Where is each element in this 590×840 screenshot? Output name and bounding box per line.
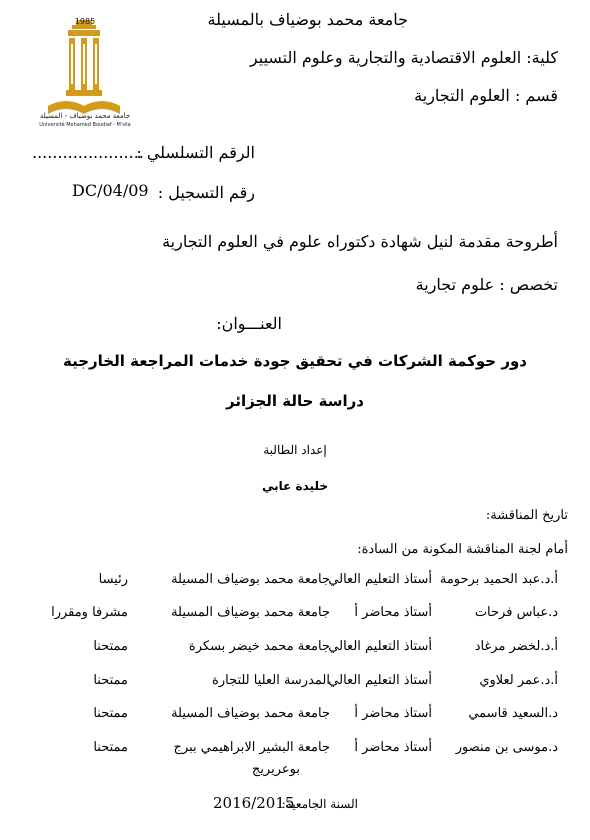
member-rank: أستاذ التعليم العالي	[328, 639, 432, 654]
committee-row	[0, 639, 590, 661]
committee-row	[0, 706, 590, 728]
member-role: مشرفا ومقررا	[51, 605, 128, 620]
faculty-name: كلية: العلوم الاقتصادية والتجارية وعلوم التسيير	[249, 48, 558, 67]
member-institution: جامعة البشير الابراهيمي ببرج	[173, 740, 330, 755]
member-rank: أستاذ محاضر أ	[354, 740, 432, 755]
member-institution: جامعة محمد بوضياف المسيلة	[171, 706, 330, 721]
member-institution-continued: بوعريريج	[251, 762, 300, 777]
member-name: د.موسى بن منصور	[455, 740, 558, 755]
member-rank: أستاذ التعليم العالي	[328, 572, 432, 587]
committee-label: أمام لجنة المناقشة المكونة من السادة:	[357, 542, 568, 557]
member-name: أ.د.عبد الحميد برحومة	[439, 572, 558, 587]
member-institution: جامعة محمد خيضر بسكرة	[188, 639, 330, 654]
university-name: جامعة محمد بوضياف بالمسيلة	[207, 10, 408, 29]
member-institution: جامعة محمد بوضياف المسيلة	[171, 572, 330, 587]
member-role: ممتحنا	[93, 740, 128, 755]
specialty: تخصص : علوم تجارية	[415, 275, 558, 294]
logo-name-fr: Université Mohamed Boudiaf - M'sila	[39, 122, 131, 128]
member-institution: جامعة محمد بوضياف المسيلة	[171, 605, 330, 620]
member-name: د.السعيد قاسمي	[468, 706, 558, 721]
registration-number-label: رقم التسجيل :	[157, 183, 255, 202]
defense-date-label: تاريخ المناقشة:	[485, 508, 568, 523]
member-name: د.عباس فرحات	[474, 605, 558, 620]
member-name: أ.د.لخضر مرغاد	[474, 639, 558, 654]
member-rank: أستاذ محاضر أ	[354, 605, 432, 620]
academic-year-label: السنة الجامعية:	[281, 797, 358, 811]
serial-number-label: الرقم التسلسلي :	[136, 143, 255, 162]
committee-row	[0, 572, 590, 594]
prepared-by-label: إعداد الطالبة	[263, 443, 327, 457]
title-label: العنـــوان:	[216, 314, 282, 333]
thesis-subtitle: دراسة حالة الجزائر	[226, 392, 364, 410]
member-role: ممتحنا	[93, 706, 128, 721]
student-name: خليدة عابي	[262, 479, 328, 493]
registration-number-value: DC/04/09	[72, 181, 149, 200]
member-rank: أستاذ التعليم العالي	[328, 673, 432, 688]
member-role: ممتحنا	[93, 639, 128, 654]
department-name: قسم : العلوم التجارية	[414, 86, 558, 105]
committee-row	[0, 605, 590, 627]
logo-name-ar: جامعة محمد بوضياف - المسيلة	[39, 112, 131, 120]
committee-row	[0, 673, 590, 695]
thesis-title: دور حوكمة الشركات في تحقيق جودة خدمات المراجعة الخارجية	[63, 352, 527, 370]
member-institution: المدرسة العليا للتجارة	[212, 673, 330, 688]
academic-year-value: 2016/2015	[213, 794, 295, 812]
committee-row	[0, 740, 590, 762]
member-role: رئيسا	[98, 572, 128, 587]
logo-year: 1985	[74, 17, 96, 26]
thesis-type: أطروحة مقدمة لنيل شهادة دكتوراه علوم في العلوم التجارية	[162, 232, 558, 251]
member-name: أ.د.عمر لعلاوي	[479, 673, 558, 688]
member-rank: أستاذ محاضر أ	[354, 706, 432, 721]
member-role: ممتحنا	[93, 673, 128, 688]
serial-number-value: ......................	[32, 143, 144, 162]
